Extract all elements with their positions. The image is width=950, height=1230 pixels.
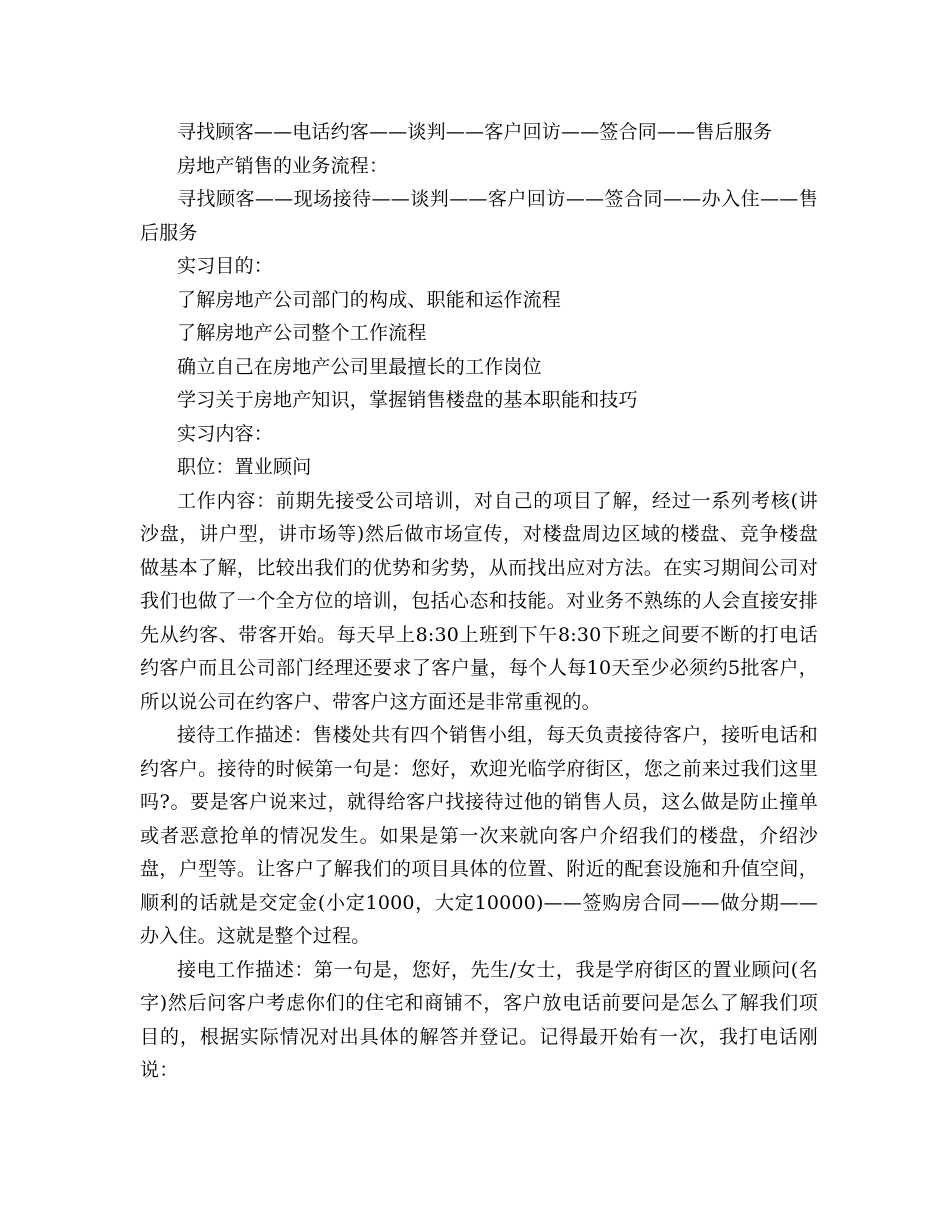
paragraph-purpose-item-2: 了解房地产公司整个工作流程: [177, 322, 427, 344]
document-body: [140, 116, 818, 1088]
paragraph-realestate-process-heading: 房地产销售的业务流程：: [177, 154, 389, 177]
paragraph-phone-description: 接电工作描述：第一句是，您好，先生/女士，我是学府街区的置业顾问(名字)然后问客户考虑你们的住宅和商铺不，客户放电话前要问是怎么了解我们项目的，根据实际情况对出具体的解答并登记。记得最开始有一次，我打电话刚说：: [140, 958, 818, 1081]
paragraph-reception-description: 接待工作描述：售楼处共有四个销售小组，每天负责接待客户，接听电话和约客户。接待的时候第一句是：您好，欢迎光临学府街区，您之前来过我们这里吗?。要是客户说来过，就得给客户找接待过他的销售人员，这么做是防止撞单或者恶意抢单的情况发生。如果是第一次来就向客户介绍我们的楼盘，介绍沙盘，户型等。让客户了解我们的项目具体的位置、附近的配套设施和升值空间，顺利的话就是交定金(小定1000，大定10000)——签购房合同——做分期——办入住。这就是整个过程。: [140, 724, 818, 947]
paragraph-purpose-item-1: 了解房地产公司部门的构成、职能和运作流程: [177, 288, 562, 311]
paragraph-realestate-process: 寻找顾客——现场接待——谈判——客户回访——签合同——办入住——售后服务: [140, 188, 818, 244]
paragraph-purpose-item-4: 学习关于房地产知识，掌握销售楼盘的基本职能和技巧: [177, 389, 638, 411]
paragraph-content-heading: 实习内容：: [177, 422, 274, 445]
paragraph-position: 职位：置业顾问: [177, 456, 312, 478]
paragraph-purpose-item-3: 确立自己在房地产公司里最擅长的工作岗位: [177, 355, 542, 378]
paragraph-purpose-heading: 实习目的：: [177, 255, 274, 277]
paragraph-work-content: 工作内容：前期先接受公司培训，对自己的项目了解，经过一系列考核(讲沙盘，讲户型，讲市场等)然后做市场宣传，对楼盘周边区域的楼盘、竞争楼盘做基本了解，比较出我们的优势和劣势，从而找出应对方法。在实习期间公司对我们也做了一个全方位的培训，包括心态和技能。对业务不熟练的人会直接安排先从约客、带客开始。每天早上8:30上班到下午8:30下班之间要不断的打电话约客户而且公司部门经理还要求了客户量，每个人每10天至少必须约5批客户，所以说公司在约客户、带客户这方面还是非常重视的。: [140, 489, 818, 713]
paragraph-sales-process: 寻找顾客——电话约客——谈判——客户回访——签合同——售后服务: [177, 121, 773, 143]
